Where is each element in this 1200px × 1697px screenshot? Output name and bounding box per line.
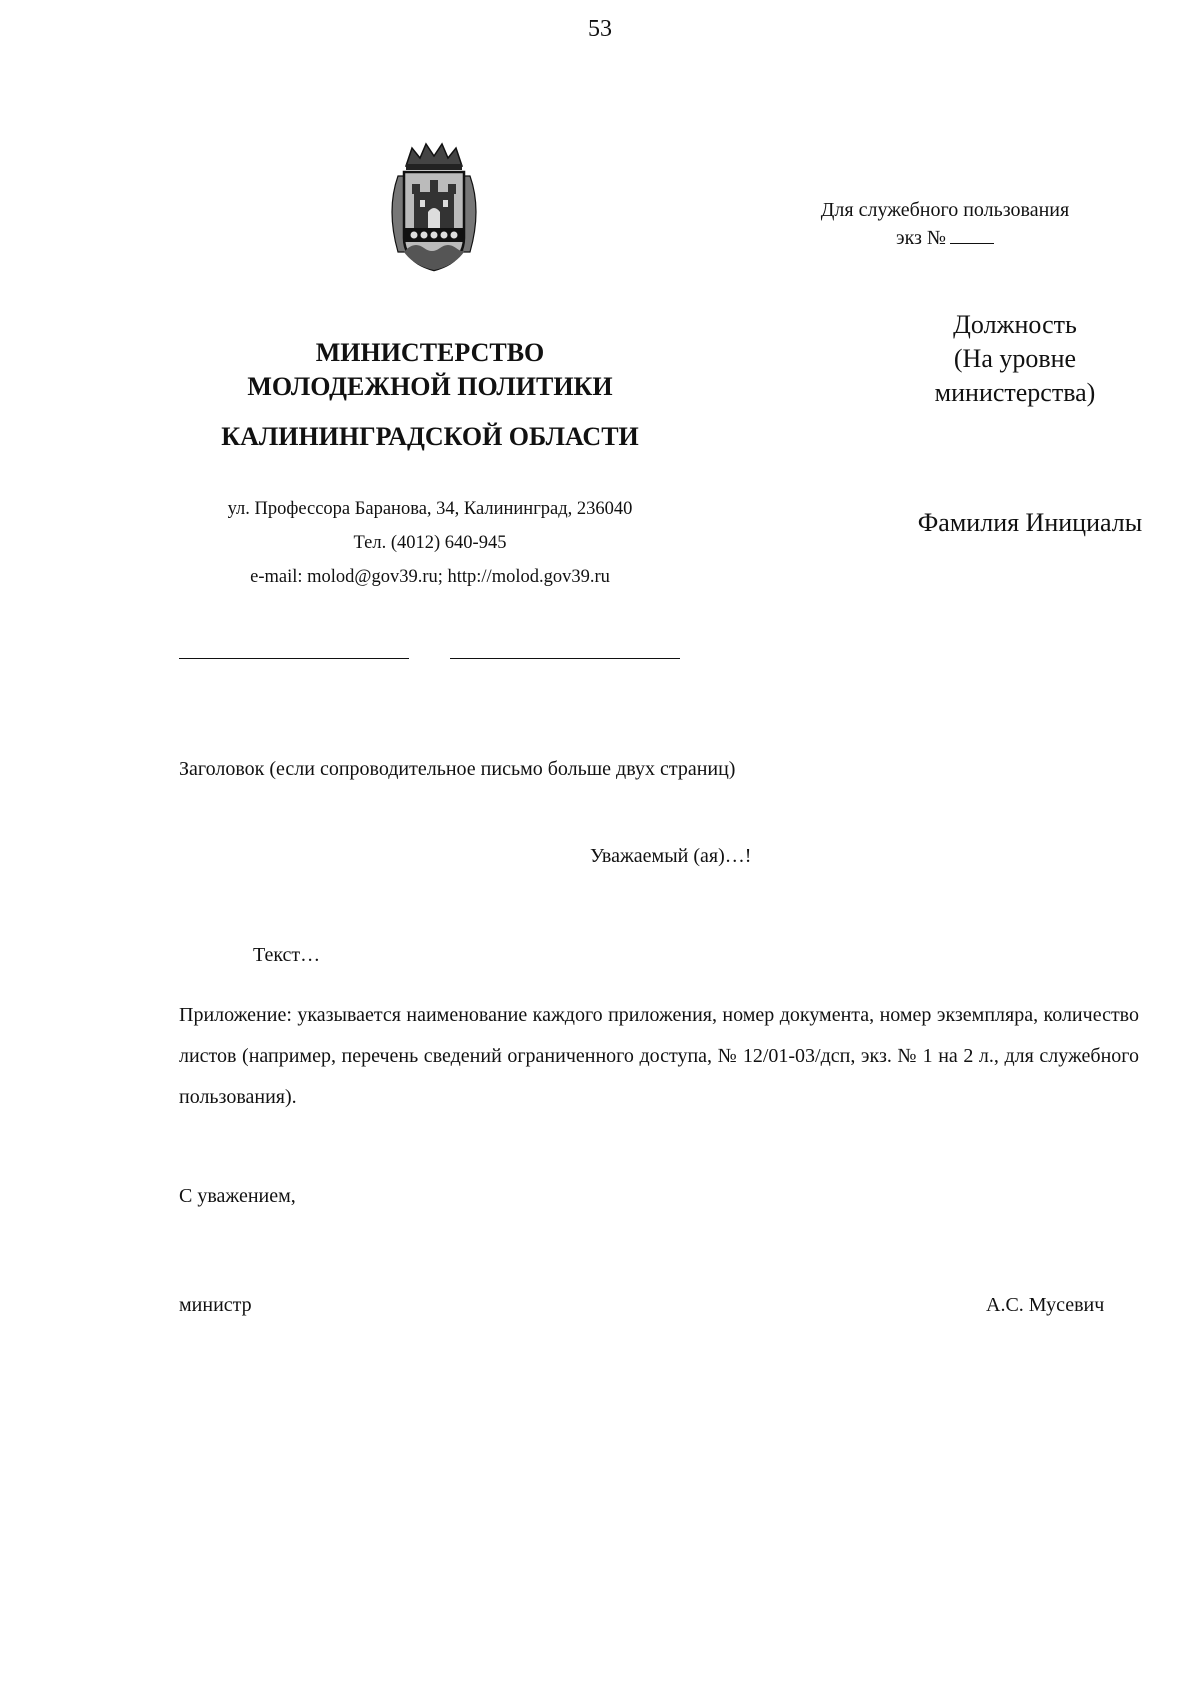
copy-number-field — [780, 224, 1110, 252]
coat-of-arms-emblem — [384, 140, 484, 274]
letter-greeting: Уважаемый (ая)…! — [590, 845, 752, 867]
ministry-name-line1: МИНИСТЕРСТВО — [315, 338, 545, 367]
letter-appendix: Приложение: указывается наименование каждого приложения, номер документа, номер экземпляра, количество листов (например, перечень сведений ограниченного доступа, № 12/01-03/дсп, экз. № 1 на 2 л., для служебного пользования). — [179, 1004, 1139, 1108]
number-blank-line — [450, 658, 680, 659]
addressee-position — [890, 308, 1140, 410]
addressee-position-line2: (На уровне — [953, 344, 1077, 373]
letter-body: Текст… — [253, 944, 321, 966]
restriction-stamp — [780, 196, 1110, 252]
ministry-address: ул. Профессора Баранова, 34, Калининград, 236040 — [227, 499, 633, 519]
signer-name: А.С. Мусевич — [986, 1294, 1105, 1316]
copy-number-blank — [950, 225, 994, 244]
restriction-label: Для служебного пользования — [820, 199, 1070, 221]
addressee-position-line3: министерства) — [934, 378, 1096, 407]
page-number: 53 — [588, 16, 612, 42]
ministry-phone: Тел. (4012) 640-945 — [353, 533, 507, 553]
ministry-email-web: e-mail: molod@gov39.ru; http://molod.gov39.ru — [250, 567, 610, 587]
ministry-name — [170, 336, 690, 454]
date-blank-line — [179, 658, 409, 659]
ministry-name-line2: МОЛОДЕЖНОЙ ПОЛИТИКИ — [247, 372, 613, 401]
ministry-contacts — [170, 492, 690, 594]
letter-heading: Заголовок (если сопроводительное письмо больше двух страниц) — [179, 758, 736, 780]
signer-title: министр — [179, 1294, 252, 1316]
copy-number-label: экз № — [895, 227, 947, 249]
ministry-name-line3: КАЛИНИНГРАДСКОЙ ОБЛАСТИ — [221, 422, 639, 451]
letter-closing: С уважением, — [179, 1185, 296, 1207]
addressee-name: Фамилия Инициалы — [917, 508, 1143, 537]
addressee-position-line1: Должность — [953, 310, 1077, 339]
